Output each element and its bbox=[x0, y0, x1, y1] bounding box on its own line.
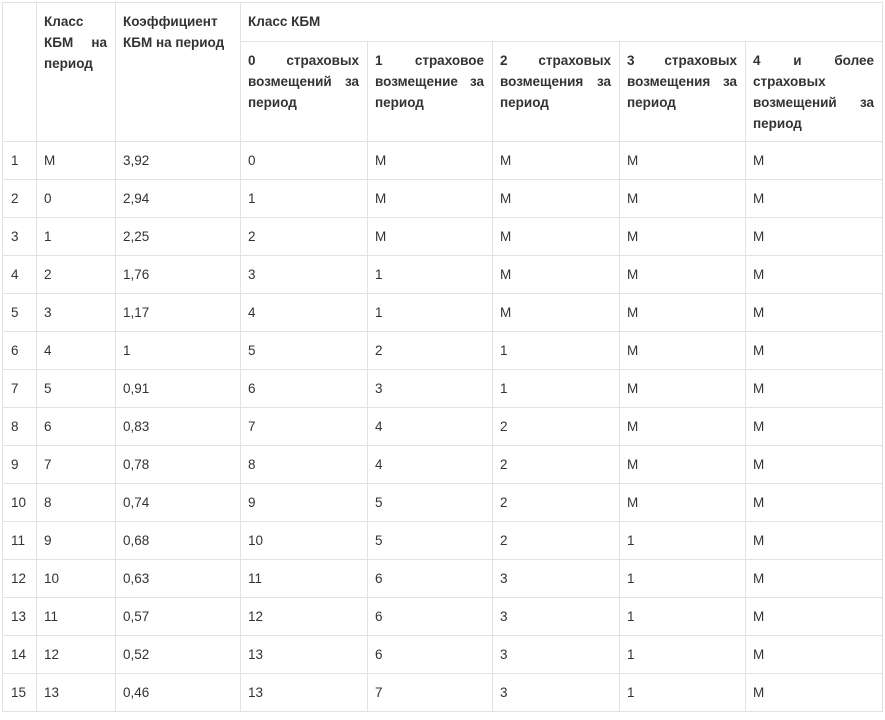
claims-1-cell: 4 bbox=[368, 408, 493, 446]
claims-4plus-cell: М bbox=[746, 598, 883, 636]
coefficient-cell: 0,78 bbox=[116, 446, 241, 484]
claims-1-cell: 2 bbox=[368, 332, 493, 370]
claims-3-cell: 1 bbox=[620, 598, 746, 636]
claims-2-cell: 3 bbox=[493, 636, 620, 674]
coefficient-cell: 3,92 bbox=[116, 142, 241, 180]
header-class-group: Класс КБМ bbox=[241, 3, 883, 42]
row-index-cell: 1 bbox=[3, 142, 37, 180]
claims-0-cell: 10 bbox=[241, 522, 368, 560]
claims-0-cell: 0 bbox=[241, 142, 368, 180]
claims-3-cell: М bbox=[620, 180, 746, 218]
claims-1-cell: 1 bbox=[368, 256, 493, 294]
row-index-cell: 2 bbox=[3, 180, 37, 218]
class-cell: 2 bbox=[37, 256, 116, 294]
coefficient-cell: 0,83 bbox=[116, 408, 241, 446]
claims-4plus-cell: М bbox=[746, 522, 883, 560]
table-row bbox=[3, 446, 883, 484]
table-row bbox=[3, 256, 883, 294]
table-row bbox=[3, 560, 883, 598]
claims-4plus-cell: М bbox=[746, 256, 883, 294]
claims-3-cell: М bbox=[620, 294, 746, 332]
header-claims-3: 3 страховых возмещения за период bbox=[620, 42, 746, 142]
claims-1-cell: 4 bbox=[368, 446, 493, 484]
class-cell: 12 bbox=[37, 636, 116, 674]
claims-4plus-cell: М bbox=[746, 332, 883, 370]
table-row bbox=[3, 636, 883, 674]
class-cell: М bbox=[37, 142, 116, 180]
claims-3-cell: М bbox=[620, 446, 746, 484]
coefficient-cell: 0,74 bbox=[116, 484, 241, 522]
claims-2-cell: 3 bbox=[493, 674, 620, 712]
kbm-table bbox=[2, 2, 883, 712]
claims-4plus-cell: М bbox=[746, 446, 883, 484]
claims-3-cell: М bbox=[620, 370, 746, 408]
table-row bbox=[3, 484, 883, 522]
coefficient-cell: 1,17 bbox=[116, 294, 241, 332]
table-row bbox=[3, 332, 883, 370]
claims-3-cell: 1 bbox=[620, 636, 746, 674]
claims-3-cell: 1 bbox=[620, 522, 746, 560]
class-cell: 3 bbox=[37, 294, 116, 332]
class-cell: 11 bbox=[37, 598, 116, 636]
claims-2-cell: 2 bbox=[493, 408, 620, 446]
table-row bbox=[3, 218, 883, 256]
claims-2-cell: 1 bbox=[493, 332, 620, 370]
claims-0-cell: 9 bbox=[241, 484, 368, 522]
row-index-cell: 6 bbox=[3, 332, 37, 370]
table-row bbox=[3, 180, 883, 218]
table-row bbox=[3, 370, 883, 408]
claims-3-cell: М bbox=[620, 256, 746, 294]
claims-0-cell: 7 bbox=[241, 408, 368, 446]
claims-0-cell: 3 bbox=[241, 256, 368, 294]
row-index-cell: 5 bbox=[3, 294, 37, 332]
row-index-cell: 14 bbox=[3, 636, 37, 674]
class-cell: 7 bbox=[37, 446, 116, 484]
claims-4plus-cell: М bbox=[746, 218, 883, 256]
row-index-cell: 4 bbox=[3, 256, 37, 294]
claims-3-cell: М bbox=[620, 484, 746, 522]
claims-1-cell: 5 bbox=[368, 522, 493, 560]
class-cell: 0 bbox=[37, 180, 116, 218]
coefficient-cell: 2,25 bbox=[116, 218, 241, 256]
class-cell: 9 bbox=[37, 522, 116, 560]
claims-4plus-cell: М bbox=[746, 180, 883, 218]
claims-1-cell: 6 bbox=[368, 636, 493, 674]
row-index-cell: 3 bbox=[3, 218, 37, 256]
coefficient-cell: 0,52 bbox=[116, 636, 241, 674]
claims-0-cell: 13 bbox=[241, 674, 368, 712]
coefficient-cell: 0,63 bbox=[116, 560, 241, 598]
table-row bbox=[3, 522, 883, 560]
claims-0-cell: 13 bbox=[241, 636, 368, 674]
table-row bbox=[3, 142, 883, 180]
class-cell: 13 bbox=[37, 674, 116, 712]
claims-2-cell: М bbox=[493, 256, 620, 294]
table-body bbox=[3, 142, 883, 712]
coefficient-cell: 0,91 bbox=[116, 370, 241, 408]
row-index-cell: 12 bbox=[3, 560, 37, 598]
claims-0-cell: 6 bbox=[241, 370, 368, 408]
table-row bbox=[3, 674, 883, 712]
claims-3-cell: М bbox=[620, 408, 746, 446]
header-class: Класс КБМ на период bbox=[37, 3, 116, 142]
claims-0-cell: 5 bbox=[241, 332, 368, 370]
table-row bbox=[3, 408, 883, 446]
coefficient-cell: 1,76 bbox=[116, 256, 241, 294]
row-index-cell: 9 bbox=[3, 446, 37, 484]
claims-4plus-cell: М bbox=[746, 674, 883, 712]
claims-1-cell: 6 bbox=[368, 598, 493, 636]
claims-2-cell: 2 bbox=[493, 446, 620, 484]
header-claims-4plus: 4 и более страховых возмещений за период bbox=[746, 42, 883, 142]
row-index-cell: 10 bbox=[3, 484, 37, 522]
claims-2-cell: М bbox=[493, 180, 620, 218]
claims-1-cell: 3 bbox=[368, 370, 493, 408]
row-index-cell: 11 bbox=[3, 522, 37, 560]
claims-1-cell: 7 bbox=[368, 674, 493, 712]
claims-2-cell: 2 bbox=[493, 484, 620, 522]
claims-4plus-cell: М bbox=[746, 408, 883, 446]
header-claims-1: 1 страховое возмещение за период bbox=[368, 42, 493, 142]
claims-4plus-cell: М bbox=[746, 636, 883, 674]
class-cell: 5 bbox=[37, 370, 116, 408]
class-cell: 6 bbox=[37, 408, 116, 446]
table-row bbox=[3, 294, 883, 332]
claims-1-cell: 1 bbox=[368, 294, 493, 332]
claims-2-cell: М bbox=[493, 294, 620, 332]
claims-0-cell: 12 bbox=[241, 598, 368, 636]
class-cell: 10 bbox=[37, 560, 116, 598]
table-row bbox=[3, 598, 883, 636]
claims-2-cell: 2 bbox=[493, 522, 620, 560]
claims-2-cell: 3 bbox=[493, 598, 620, 636]
coefficient-cell: 0,46 bbox=[116, 674, 241, 712]
header-coefficient: Коэффициент КБМ на период bbox=[116, 3, 241, 142]
claims-3-cell: М bbox=[620, 142, 746, 180]
claims-0-cell: 4 bbox=[241, 294, 368, 332]
claims-0-cell: 8 bbox=[241, 446, 368, 484]
class-cell: 1 bbox=[37, 218, 116, 256]
claims-3-cell: 1 bbox=[620, 560, 746, 598]
row-index-cell: 15 bbox=[3, 674, 37, 712]
class-cell: 4 bbox=[37, 332, 116, 370]
claims-2-cell: М bbox=[493, 218, 620, 256]
header-row bbox=[3, 3, 883, 42]
claims-0-cell: 1 bbox=[241, 180, 368, 218]
coefficient-cell: 0,68 bbox=[116, 522, 241, 560]
claims-4plus-cell: М bbox=[746, 294, 883, 332]
coefficient-cell: 0,57 bbox=[116, 598, 241, 636]
coefficient-cell: 2,94 bbox=[116, 180, 241, 218]
coefficient-cell: 1 bbox=[116, 332, 241, 370]
class-cell: 8 bbox=[37, 484, 116, 522]
claims-4plus-cell: М bbox=[746, 484, 883, 522]
claims-3-cell: М bbox=[620, 332, 746, 370]
claims-2-cell: 3 bbox=[493, 560, 620, 598]
claims-2-cell: М bbox=[493, 142, 620, 180]
claims-1-cell: М bbox=[368, 180, 493, 218]
claims-0-cell: 11 bbox=[241, 560, 368, 598]
claims-1-cell: М bbox=[368, 142, 493, 180]
header-claims-2: 2 страховых возмещения за период bbox=[493, 42, 620, 142]
row-index-cell: 13 bbox=[3, 598, 37, 636]
claims-0-cell: 2 bbox=[241, 218, 368, 256]
row-index-cell: 8 bbox=[3, 408, 37, 446]
claims-1-cell: 5 bbox=[368, 484, 493, 522]
row-index-cell: 7 bbox=[3, 370, 37, 408]
claims-4plus-cell: М bbox=[746, 142, 883, 180]
claims-2-cell: 1 bbox=[493, 370, 620, 408]
header-claims-0: 0 страховых возмещений за период bbox=[241, 42, 368, 142]
claims-1-cell: М bbox=[368, 218, 493, 256]
header-index bbox=[3, 3, 37, 142]
claims-4plus-cell: М bbox=[746, 370, 883, 408]
claims-4plus-cell: М bbox=[746, 560, 883, 598]
claims-1-cell: 6 bbox=[368, 560, 493, 598]
claims-3-cell: М bbox=[620, 218, 746, 256]
claims-3-cell: 1 bbox=[620, 674, 746, 712]
